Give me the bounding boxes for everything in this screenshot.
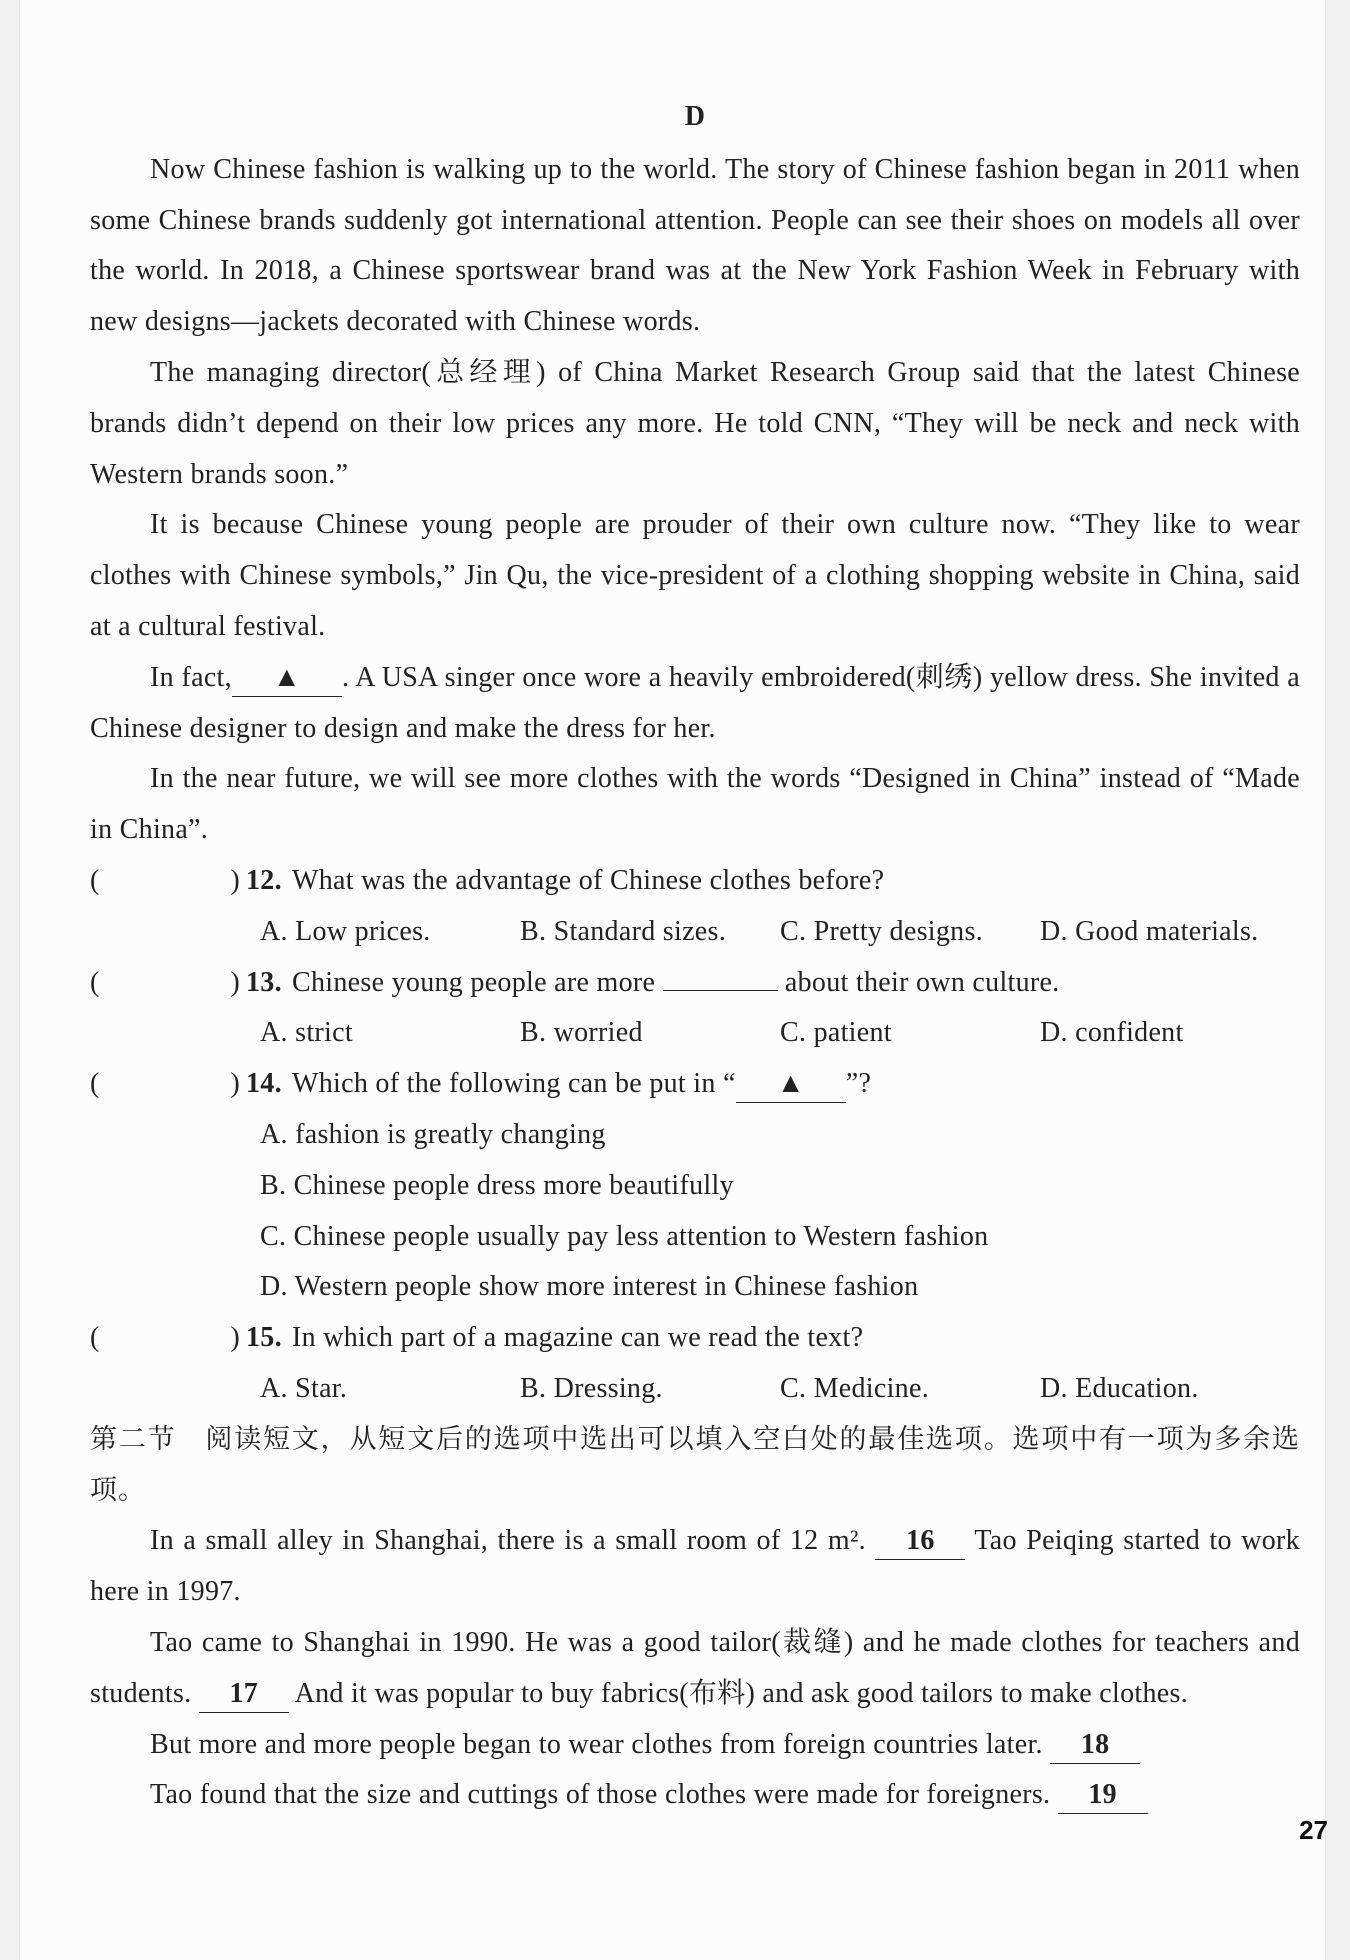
answer-bracket[interactable]: [90, 856, 240, 907]
option-d: D. Education.: [1040, 1372, 1199, 1404]
paragraph-4-rest: . A USA singer once wore a heavily embroidered(刺绣) yellow dress. She invited a Chinese designer to design and make the dress for her.: [90, 661, 1301, 744]
bracket-close: ): [230, 966, 240, 998]
section-title: D: [684, 101, 706, 132]
question-number: 13.: [246, 966, 282, 998]
options-12: [90, 907, 1300, 958]
bracket-open: (: [90, 1068, 100, 1100]
paragraph-text: And it was popular to buy fabrics(布料) and ask good tailors to make clothes.: [294, 1677, 1188, 1709]
option-d: D. confident: [1040, 1017, 1184, 1049]
bracket-close: ): [230, 864, 240, 896]
option-a: A. Star.: [260, 1372, 348, 1404]
paragraph-text: Tao came to Shanghai in 1990. He was a good tailor(裁缝) and he made clothes for teachers and students.: [90, 1626, 1300, 1709]
option-b: B. worried: [520, 1017, 643, 1049]
passage-paragraph-5: In the near future, we will see more clothes with the words “Designed in China” instead of “Made in China”.: [90, 763, 1300, 846]
part-2-paragraph-4: [90, 1770, 1300, 1821]
paragraph-text: But more and more people began to wear clothes from foreign countries later.: [150, 1728, 1043, 1760]
blank-19[interactable]: 19: [1058, 1777, 1148, 1814]
question-text: What was the advantage of Chinese clothes before?: [292, 864, 885, 896]
bracket-open: (: [90, 966, 100, 998]
option-d: D. Good materials.: [1040, 915, 1259, 947]
option-a: A. strict: [260, 1017, 353, 1049]
blank-17[interactable]: 17: [199, 1676, 289, 1713]
question-number: 14.: [246, 1068, 282, 1100]
answer-bracket[interactable]: [90, 1059, 240, 1110]
page-number: 27: [1299, 1815, 1328, 1845]
question-text-start: Chinese young people are more: [292, 966, 656, 998]
triangle-blank: ▲: [736, 1066, 846, 1103]
blank-16[interactable]: 16: [875, 1523, 965, 1560]
question-text: In which part of a magazine can we read the text?: [292, 1322, 864, 1354]
fill-blank: [663, 990, 778, 991]
part-2-paragraph-2: [90, 1618, 1300, 1720]
question-number: 15.: [246, 1322, 282, 1354]
part-2-instruction: 第二节 阅读短文，从短文后的选项中选出可以填入空白处的最佳选项。选项中有一项为多余选项。: [90, 1423, 1300, 1506]
option-a: A. fashion is greatly changing: [260, 1118, 606, 1150]
bracket-open: (: [90, 864, 100, 896]
question-text: [292, 1059, 1300, 1110]
part-2-paragraph-1: [90, 1516, 1300, 1618]
option-c: C. patient: [780, 1017, 892, 1049]
question-text: [292, 958, 1300, 1009]
question-12: [90, 856, 1300, 907]
answer-bracket[interactable]: [90, 1313, 240, 1364]
passage-paragraph-4: [90, 653, 1300, 755]
question-13: [90, 958, 1300, 1009]
triangle-blank: ▲: [232, 660, 342, 697]
paragraph-text: Tao found that the size and cuttings of those clothes were made for foreigners.: [150, 1779, 1051, 1811]
answer-bracket[interactable]: [90, 958, 240, 1009]
question-text-end: ”?: [845, 1068, 872, 1100]
bracket-close: ): [230, 1068, 240, 1100]
question-text-end: about their own culture.: [784, 966, 1060, 998]
option-c: C. Chinese people usually pay less attention to Western fashion: [260, 1220, 989, 1252]
paragraph-text: Tao Peiqing started to work here in 1997.: [90, 1525, 1300, 1608]
option-c: C. Pretty designs.: [780, 915, 983, 947]
page-sheet: [20, 0, 1325, 1960]
option-c: C. Medicine.: [780, 1372, 930, 1404]
option-b: B. Standard sizes.: [520, 915, 727, 947]
bracket-open: (: [90, 1322, 100, 1354]
page-gutter: [1330, 0, 1350, 1960]
paragraph-text: In a small alley in Shanghai, there is a small room of 12 m².: [150, 1525, 866, 1557]
options-15: [90, 1364, 1300, 1415]
question-text-start: Which of the following can be put in “: [292, 1068, 736, 1100]
page-content: [90, 92, 1300, 1821]
option-d: D. Western people show more interest in Chinese fashion: [260, 1271, 919, 1303]
question-15: [90, 1313, 1300, 1364]
passage-paragraph-2: The managing director(总经理) of China Market Research Group said that the latest Chinese brands didn’t depend on their low prices any more. He told CNN, “They will be neck and neck with Western brands soon.”: [90, 356, 1300, 490]
passage-paragraph-1: Now Chinese fashion is walking up to the world. The story of Chinese fashion began in 2011 when some Chinese brands suddenly got international attention. People can see their shoes on models all over the world. In 2018, a Chinese sportswear brand was at the New York Fashion Week in February with new designs—jackets decorated with Chinese words.: [90, 153, 1300, 338]
part-2-paragraph-3: [90, 1720, 1300, 1771]
paragraph-4-lead: In fact,: [150, 661, 232, 693]
bracket-close: ): [230, 1322, 240, 1354]
option-b: B. Chinese people dress more beautifully: [260, 1169, 734, 1201]
question-14: [90, 1059, 1300, 1110]
option-b: B. Dressing.: [520, 1372, 663, 1404]
options-13: [90, 1008, 1300, 1059]
passage-paragraph-3: It is because Chinese young people are prouder of their own culture now. “They like to wear clothes with Chinese symbols,” Jin Qu, the vice-president of a clothing shopping website in China, said at a cultural festival.: [90, 509, 1300, 642]
option-a: A. Low prices.: [260, 915, 431, 947]
blank-18[interactable]: 18: [1050, 1727, 1140, 1764]
question-number: 12.: [246, 864, 282, 896]
